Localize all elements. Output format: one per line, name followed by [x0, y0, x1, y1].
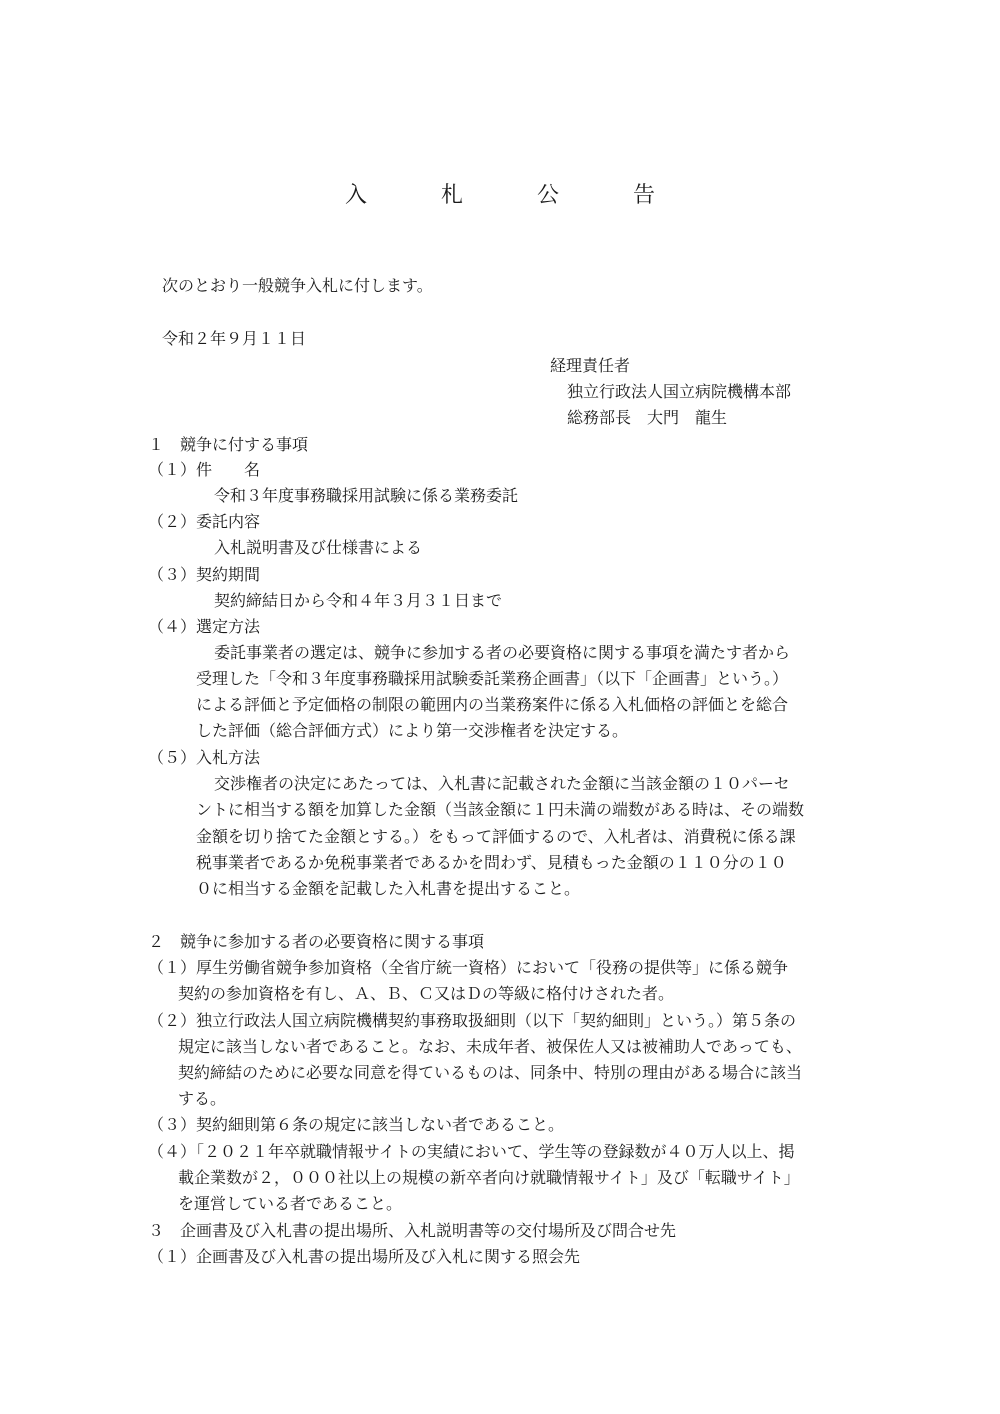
section-1-item-5-label: （５）入札方法	[148, 748, 261, 767]
section-2-item-3-line: （３）契約細則第６条の規定に該当しない者であること。	[148, 1115, 565, 1134]
notice-date: 令和２年９月１１日	[162, 329, 307, 348]
section-2-item-1-line: 契約の参加資格を有し、Ａ、Ｂ、Ｃ又はＤの等級に格付けされた者。	[178, 984, 675, 1003]
section-2-item-4-line: （４）「２０２１年卒就職情報サイトの実績において、学生等の登録数が４０万人以上、掲	[148, 1142, 795, 1161]
section-1-item-1-text: 令和３年度事務職採用試験に係る業務委託	[214, 486, 519, 505]
signature-role: 経理責任者	[550, 356, 631, 375]
section-2-item-4-line: を運営している者であること。	[178, 1194, 403, 1213]
section-2-item-4-line: 載企業数が２，０００社以上の規模の新卒者向け就職情報サイト」及び「転職サイト」	[178, 1168, 800, 1187]
section-2-item-2-line: 規定に該当しない者であること。なお、未成年者、被保佐人又は被補助人であっても、	[178, 1037, 802, 1056]
section-1-item-4-line: による評価と予定価格の制限の範囲内の当業務案件に係る入札価格の評価とを総合	[196, 695, 789, 714]
section-1-item-4-line: した評価（総合評価方式）により第一交渉権者を決定する。	[196, 721, 629, 740]
section-1-item-3-text: 契約締結日から令和４年３月３１日まで	[214, 591, 503, 610]
section-1-item-2-text: 入札説明書及び仕様書による	[214, 538, 423, 557]
section-1-item-3-label: （３）契約期間	[148, 565, 261, 584]
section-2-item-2-line: （２）独立行政法人国立病院機構契約事務取扱細則（以下「契約細則」という。）第５条の	[148, 1011, 797, 1030]
section-3-item-1-line: （１）企画書及び入札書の提出場所及び入札に関する照会先	[148, 1247, 581, 1266]
section-1-item-4-label: （４）選定方法	[148, 617, 261, 636]
signature-name: 総務部長 大門 龍生	[567, 408, 728, 427]
intro-text: 次のとおり一般競争入札に付します。	[162, 276, 433, 295]
section-2-item-2-line: する。	[178, 1089, 227, 1108]
section-2-item-1-line: （１）厚生労働省競争参加資格（全省庁統一資格）において「役務の提供等」に係る競争	[148, 958, 789, 977]
section-1-item-4-line: 受理した「令和３年度事務職採用試験委託業務企画書」（以下「企画書」という。）	[196, 669, 789, 688]
section-3-heading: ３ 企画書及び入札書の提出場所、入札説明書等の交付場所及び問合せ先	[148, 1221, 677, 1240]
section-1-item-1-label: （１）件 名	[148, 460, 261, 479]
signature-org: 独立行政法人国立病院機構本部	[567, 382, 792, 401]
page-title: 入 札 公 告	[344, 183, 681, 208]
section-1-item-4-line: 委託事業者の選定は、競争に参加する者の必要資格に関する事項を満たす者から	[214, 643, 791, 662]
section-1-item-5-line: 税事業者であるか免税事業者であるかを問わず、見積もった金額の１１０分の１０	[196, 853, 787, 872]
section-1-item-5-line: ０に相当する金額を記載した入札書を提出すること。	[196, 879, 581, 898]
section-1-heading: １ 競争に付する事項	[148, 435, 309, 454]
section-2-item-2-line: 契約締結のために必要な同意を得ているものは、同条中、特別の理由がある場合に該当	[178, 1063, 803, 1082]
section-1-item-5-line: ントに相当する額を加算した金額（当該金額に１円未満の端数がある時は、その端数	[196, 800, 805, 819]
section-1-item-5-line: 交渉権者の決定にあたっては、入札書に記載された金額に当該金額の１０パーセ	[214, 774, 790, 793]
section-1-item-2-label: （２）委託内容	[148, 512, 261, 531]
section-2-heading: ２ 競争に参加する者の必要資格に関する事項	[148, 932, 485, 951]
section-1-item-5-line: 金額を切り捨てた金額とする。）をもって評価するので、入札者は、消費税に係る課	[196, 827, 796, 846]
